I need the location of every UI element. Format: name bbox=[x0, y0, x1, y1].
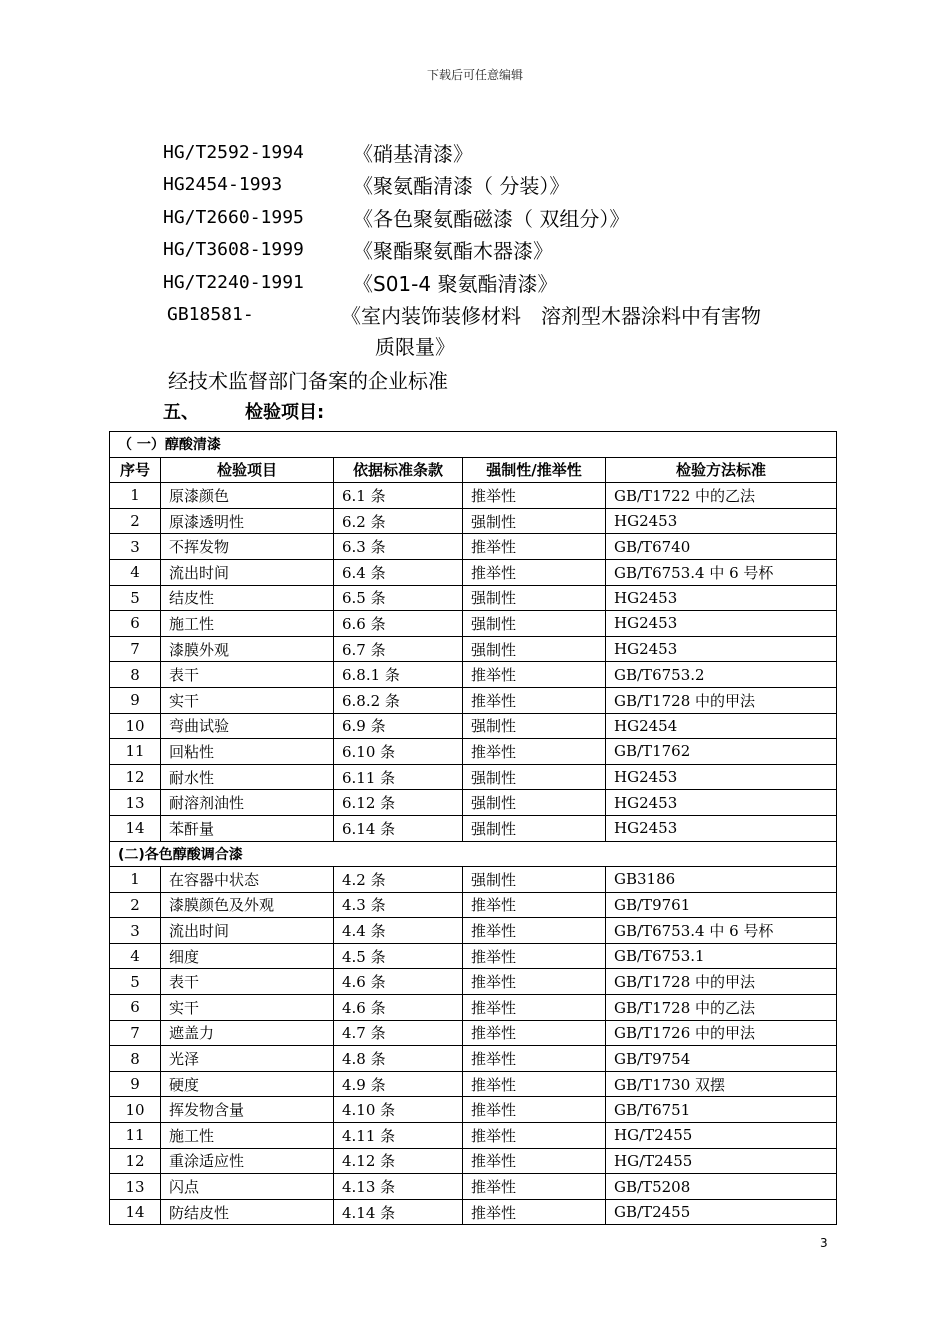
row-number: 2 bbox=[110, 892, 161, 918]
test-method: GB/T5208 bbox=[606, 1174, 837, 1200]
standard-code: HG/T2240-1991 bbox=[163, 271, 304, 293]
group-title: (二)各色醇酸调合漆 bbox=[110, 841, 837, 867]
row-number: 1 bbox=[110, 483, 161, 509]
standard-clause: 4.3 条 bbox=[334, 892, 463, 918]
test-method: GB/T1762 bbox=[606, 739, 837, 765]
requirement-type: 推举性 bbox=[463, 534, 606, 560]
standard-clause: 6.5 条 bbox=[334, 585, 463, 611]
standard-clause: 4.9 条 bbox=[334, 1071, 463, 1097]
row-number: 4 bbox=[110, 943, 161, 969]
standard-clause: 4.5 条 bbox=[334, 943, 463, 969]
standard-clause: 6.10 条 bbox=[334, 739, 463, 765]
inspection-item: 在容器中状态 bbox=[161, 867, 334, 893]
table-row bbox=[110, 534, 837, 560]
test-method: GB/T6753.4 中 6 号杯 bbox=[606, 559, 837, 585]
test-method: GB/T1728 中的甲法 bbox=[606, 969, 837, 995]
standard-clause: 4.6 条 bbox=[334, 995, 463, 1021]
standard-clause: 4.11 条 bbox=[334, 1123, 463, 1149]
inspection-item: 施工性 bbox=[161, 1123, 334, 1149]
standard-row bbox=[163, 266, 863, 299]
inspection-item: 实干 bbox=[161, 995, 334, 1021]
standard-clause: 6.9 条 bbox=[334, 713, 463, 739]
requirement-type: 推举性 bbox=[463, 1199, 606, 1225]
test-method: GB/T6751 bbox=[606, 1097, 837, 1123]
row-number: 10 bbox=[110, 1097, 161, 1123]
inspection-item: 苯酐量 bbox=[161, 815, 334, 841]
row-number: 7 bbox=[110, 636, 161, 662]
requirement-type: 推举性 bbox=[463, 483, 606, 509]
row-number: 13 bbox=[110, 1174, 161, 1200]
requirement-type: 强制性 bbox=[463, 508, 606, 534]
test-method: GB/T6740 bbox=[606, 534, 837, 560]
test-method: GB/T1728 中的乙法 bbox=[606, 995, 837, 1021]
standard-code: HG/T3608-1999 bbox=[163, 239, 304, 261]
inspection-item: 硬度 bbox=[161, 1071, 334, 1097]
section-number: 五、 bbox=[163, 402, 199, 423]
standard-clause: 6.14 条 bbox=[334, 815, 463, 841]
row-number: 8 bbox=[110, 662, 161, 688]
standard-clause: 4.7 条 bbox=[334, 1020, 463, 1046]
table-row bbox=[110, 1046, 837, 1072]
table-row bbox=[110, 483, 837, 509]
column-header-row bbox=[110, 457, 837, 483]
standard-clause: 4.13 条 bbox=[334, 1174, 463, 1200]
row-number: 3 bbox=[110, 534, 161, 560]
section-heading bbox=[163, 398, 324, 424]
inspection-item: 光泽 bbox=[161, 1046, 334, 1072]
requirement-type: 推举性 bbox=[463, 918, 606, 944]
test-method: GB/T1722 中的乙法 bbox=[606, 483, 837, 509]
table-row bbox=[110, 611, 837, 637]
table-row bbox=[110, 969, 837, 995]
standard-clause: 4.14 条 bbox=[334, 1199, 463, 1225]
standards-list bbox=[163, 136, 863, 331]
standard-code: HG2454-1993 bbox=[163, 174, 283, 196]
standard-clause: 6.6 条 bbox=[334, 611, 463, 637]
row-number: 10 bbox=[110, 713, 161, 739]
row-number: 8 bbox=[110, 1046, 161, 1072]
table-row bbox=[110, 1148, 837, 1174]
table-row bbox=[110, 892, 837, 918]
group-header-row bbox=[110, 432, 837, 458]
requirement-type: 推举性 bbox=[463, 1020, 606, 1046]
requirement-type: 强制性 bbox=[463, 611, 606, 637]
requirement-type: 推举性 bbox=[463, 559, 606, 585]
standard-clause: 6.12 条 bbox=[334, 790, 463, 816]
test-method: HG2453 bbox=[606, 585, 837, 611]
row-number: 9 bbox=[110, 1071, 161, 1097]
table-row bbox=[110, 713, 837, 739]
inspection-item: 耐水性 bbox=[161, 764, 334, 790]
standard-clause: 4.4 条 bbox=[334, 918, 463, 944]
inspection-item: 原漆透明性 bbox=[161, 508, 334, 534]
standard-code: GB18581- bbox=[167, 304, 254, 326]
inspection-item: 施工性 bbox=[161, 611, 334, 637]
standard-clause: 6.4 条 bbox=[334, 559, 463, 585]
requirement-type: 强制性 bbox=[463, 713, 606, 739]
inspection-item: 细度 bbox=[161, 943, 334, 969]
test-method: GB/T6753.1 bbox=[606, 943, 837, 969]
inspection-item: 挥发物含量 bbox=[161, 1097, 334, 1123]
standard-name: 《硝基清漆》 bbox=[353, 141, 473, 166]
standard-code: HG/T2592-1994 bbox=[163, 141, 304, 163]
table-row bbox=[110, 559, 837, 585]
requirement-type: 推举性 bbox=[463, 995, 606, 1021]
test-method: GB/T6753.2 bbox=[606, 662, 837, 688]
test-method: GB3186 bbox=[606, 867, 837, 893]
table-row bbox=[110, 662, 837, 688]
requirement-type: 推举性 bbox=[463, 739, 606, 765]
section-title: 检验项目: bbox=[245, 402, 325, 423]
table-row bbox=[110, 687, 837, 713]
inspection-item: 实干 bbox=[161, 687, 334, 713]
inspection-table bbox=[109, 431, 837, 1225]
requirement-type: 强制性 bbox=[463, 764, 606, 790]
test-method: GB/T2455 bbox=[606, 1199, 837, 1225]
table-row bbox=[110, 1174, 837, 1200]
page-header: 下载后可任意编辑 bbox=[426, 68, 523, 82]
standard-clause: 6.1 条 bbox=[334, 483, 463, 509]
requirement-type: 推举性 bbox=[463, 662, 606, 688]
requirement-type: 强制性 bbox=[463, 790, 606, 816]
standard-clause: 4.8 条 bbox=[334, 1046, 463, 1072]
requirement-type: 推举性 bbox=[463, 892, 606, 918]
column-header: 序号 bbox=[110, 457, 161, 483]
standard-name: 《聚氨酯清漆（ 分装）》 bbox=[353, 174, 570, 199]
column-header: 检验项目 bbox=[161, 457, 334, 483]
standard-name: 《S01-4 聚氨酯清漆》 bbox=[353, 271, 558, 296]
table-row bbox=[110, 1123, 837, 1149]
test-method: GB/T9754 bbox=[606, 1046, 837, 1072]
requirement-type: 强制性 bbox=[463, 636, 606, 662]
inspection-item: 遮盖力 bbox=[161, 1020, 334, 1046]
table-row bbox=[110, 1199, 837, 1225]
column-header: 检验方法标准 bbox=[606, 457, 837, 483]
standard-clause: 4.6 条 bbox=[334, 969, 463, 995]
row-number: 6 bbox=[110, 611, 161, 637]
table-row bbox=[110, 867, 837, 893]
row-number: 4 bbox=[110, 559, 161, 585]
standard-clause: 6.7 条 bbox=[334, 636, 463, 662]
test-method: HG2453 bbox=[606, 636, 837, 662]
inspection-item: 原漆颜色 bbox=[161, 483, 334, 509]
requirement-type: 强制性 bbox=[463, 815, 606, 841]
test-method: GB/T6753.4 中 6 号杯 bbox=[606, 918, 837, 944]
row-number: 5 bbox=[110, 969, 161, 995]
row-number: 7 bbox=[110, 1020, 161, 1046]
requirement-type: 推举性 bbox=[463, 1071, 606, 1097]
requirement-type: 推举性 bbox=[463, 1097, 606, 1123]
inspection-item: 流出时间 bbox=[161, 918, 334, 944]
inspection-item: 漆膜外观 bbox=[161, 636, 334, 662]
table-row bbox=[110, 943, 837, 969]
table-row bbox=[110, 636, 837, 662]
row-number: 11 bbox=[110, 739, 161, 765]
row-number: 3 bbox=[110, 918, 161, 944]
standard-clause: 4.2 条 bbox=[334, 867, 463, 893]
test-method: GB/T1728 中的甲法 bbox=[606, 687, 837, 713]
test-method: HG2454 bbox=[606, 713, 837, 739]
standard-name: 《各色聚氨酯磁漆（ 双组分）》 bbox=[353, 206, 630, 231]
row-number: 14 bbox=[110, 1199, 161, 1225]
table-row bbox=[110, 918, 837, 944]
standard-row bbox=[163, 169, 863, 202]
requirement-type: 推举性 bbox=[463, 1148, 606, 1174]
requirement-type: 强制性 bbox=[463, 867, 606, 893]
column-header: 强制性/推举性 bbox=[463, 457, 606, 483]
row-number: 2 bbox=[110, 508, 161, 534]
inspection-item: 重涂适应性 bbox=[161, 1148, 334, 1174]
table-row bbox=[110, 1071, 837, 1097]
row-number: 6 bbox=[110, 995, 161, 1021]
inspection-item: 表干 bbox=[161, 969, 334, 995]
requirement-type: 推举性 bbox=[463, 943, 606, 969]
standard-row bbox=[163, 299, 863, 332]
test-method: HG2453 bbox=[606, 764, 837, 790]
table-row bbox=[110, 764, 837, 790]
table-row bbox=[110, 790, 837, 816]
enterprise-standard-note: 经技术监督部门备案的企业标准 bbox=[168, 369, 448, 393]
inspection-item: 结皮性 bbox=[161, 585, 334, 611]
table-row bbox=[110, 1097, 837, 1123]
table-row bbox=[110, 1020, 837, 1046]
group-header-row bbox=[110, 841, 837, 867]
standard-row bbox=[163, 234, 863, 267]
row-number: 13 bbox=[110, 790, 161, 816]
test-method: GB/T9761 bbox=[606, 892, 837, 918]
table-row bbox=[110, 739, 837, 765]
row-number: 14 bbox=[110, 815, 161, 841]
inspection-item: 不挥发物 bbox=[161, 534, 334, 560]
standard-clause: 6.2 条 bbox=[334, 508, 463, 534]
test-method: GB/T1726 中的甲法 bbox=[606, 1020, 837, 1046]
group-title: （ 一）醇酸清漆 bbox=[110, 432, 837, 458]
standard-name: 《室内装饰装修材料 溶剂型木器涂料中有害物 bbox=[341, 304, 761, 329]
requirement-type: 推举性 bbox=[463, 1123, 606, 1149]
standard-name: 《聚酯聚氨酯木器漆》 bbox=[353, 239, 553, 264]
row-number: 1 bbox=[110, 867, 161, 893]
standard-row bbox=[163, 136, 863, 169]
standard-clause: 4.12 条 bbox=[334, 1148, 463, 1174]
inspection-item: 流出时间 bbox=[161, 559, 334, 585]
row-number: 5 bbox=[110, 585, 161, 611]
inspection-item: 回粘性 bbox=[161, 739, 334, 765]
standard-clause: 6.8.1 条 bbox=[334, 662, 463, 688]
table-row bbox=[110, 508, 837, 534]
row-number: 11 bbox=[110, 1123, 161, 1149]
test-method: HG2453 bbox=[606, 508, 837, 534]
inspection-item: 耐溶剂油性 bbox=[161, 790, 334, 816]
test-method: HG2453 bbox=[606, 815, 837, 841]
inspection-item: 表干 bbox=[161, 662, 334, 688]
standard-code: HG/T2660-1995 bbox=[163, 206, 304, 228]
test-method: HG2453 bbox=[606, 611, 837, 637]
requirement-type: 推举性 bbox=[463, 1174, 606, 1200]
column-header: 依据标准条款 bbox=[334, 457, 463, 483]
standard-name-continuation: 质限量》 bbox=[375, 335, 455, 359]
requirement-type: 推举性 bbox=[463, 687, 606, 713]
requirement-type: 推举性 bbox=[463, 1046, 606, 1072]
test-method: HG2453 bbox=[606, 790, 837, 816]
row-number: 9 bbox=[110, 687, 161, 713]
test-method: HG/T2455 bbox=[606, 1148, 837, 1174]
standard-row bbox=[163, 201, 863, 234]
row-number: 12 bbox=[110, 764, 161, 790]
page-number: 3 bbox=[820, 1236, 828, 1250]
table-row bbox=[110, 815, 837, 841]
standard-clause: 6.8.2 条 bbox=[334, 687, 463, 713]
inspection-item: 防结皮性 bbox=[161, 1199, 334, 1225]
requirement-type: 推举性 bbox=[463, 969, 606, 995]
table-row bbox=[110, 995, 837, 1021]
table-row bbox=[110, 585, 837, 611]
requirement-type: 强制性 bbox=[463, 585, 606, 611]
test-method: GB/T1730 双摆 bbox=[606, 1071, 837, 1097]
standard-clause: 6.3 条 bbox=[334, 534, 463, 560]
row-number: 12 bbox=[110, 1148, 161, 1174]
standard-clause: 6.11 条 bbox=[334, 764, 463, 790]
standard-clause: 4.10 条 bbox=[334, 1097, 463, 1123]
inspection-item: 弯曲试验 bbox=[161, 713, 334, 739]
inspection-item: 闪点 bbox=[161, 1174, 334, 1200]
test-method: HG/T2455 bbox=[606, 1123, 837, 1149]
inspection-item: 漆膜颜色及外观 bbox=[161, 892, 334, 918]
